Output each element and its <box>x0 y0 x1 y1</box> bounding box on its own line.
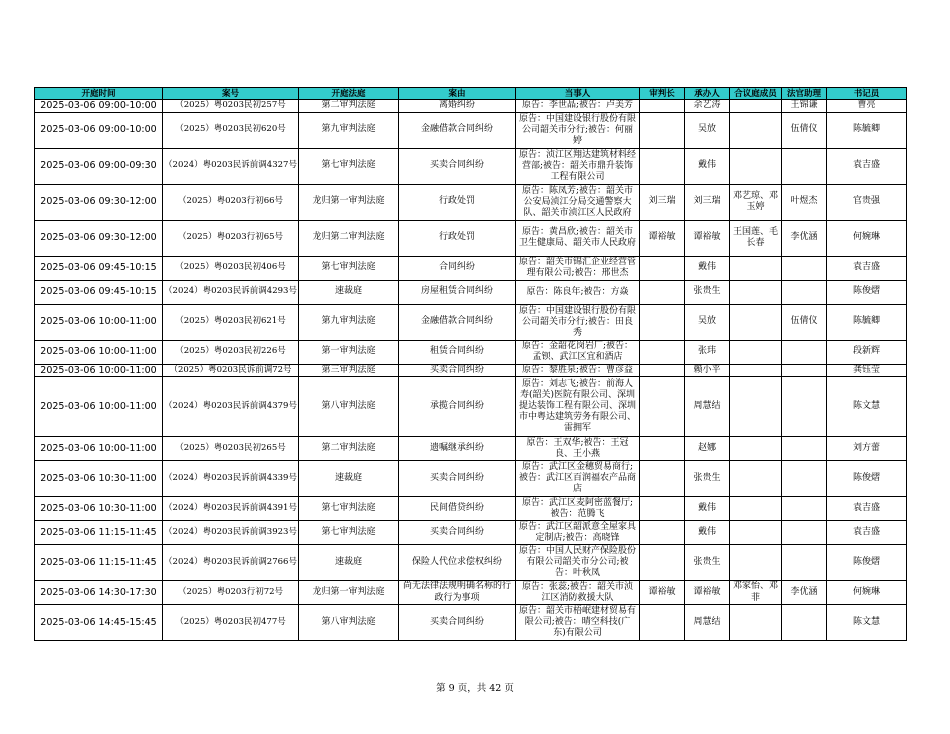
cell-parties: 原告：中国建设银行股份有限公司韶关市分行;被告：田良秀 <box>516 304 640 340</box>
cell-handler: 周慧结 <box>685 605 730 641</box>
cell-presiding-judge: 刘三瑞 <box>640 184 685 220</box>
cell-judge-assistant <box>782 256 827 280</box>
header-courtroom: 开庭法庭 <box>299 88 399 100</box>
cell-time: 2025-03-06 10:30-11:00 <box>35 461 163 497</box>
cell-cause: 合同纠纷 <box>399 256 516 280</box>
cell-courtroom: 速裁庭 <box>299 545 399 581</box>
cell-presiding-judge <box>640 280 685 304</box>
cell-handler: 戴伟 <box>685 521 730 545</box>
cell-panel-members <box>730 461 782 497</box>
cell-time: 2025-03-06 09:45-10:15 <box>35 280 163 304</box>
table-row <box>35 256 907 280</box>
table-row <box>35 605 907 641</box>
cell-courtroom: 第八审判法庭 <box>299 377 399 437</box>
cell-case-number: （2024）粤0203民诉前调4391号 <box>163 497 299 521</box>
cell-case-number: （2025）粤0203行初72号 <box>163 581 299 605</box>
cell-parties: 原告：韶关市梧岷建材贸易有限公司;被告：晴空科技(广东)有限公司 <box>516 605 640 641</box>
cell-judge-assistant: 王锦谦 <box>782 100 827 113</box>
cell-case-number: （2025）粤0203民初257号 <box>163 100 299 113</box>
cell-parties: 原告：武江区韶派意全屋家具定制店;被告：高晓锋 <box>516 521 640 545</box>
cell-panel-members <box>730 521 782 545</box>
cell-case-number: （2024）粤0203民诉前调3923号 <box>163 521 299 545</box>
cell-parties: 原告：浈江区翔达建筑材料经营部;被告：韶关市鼎升装饰工程有限公司 <box>516 148 640 184</box>
cell-parties: 原告：王双华;被告：王冠良、王小燕 <box>516 437 640 461</box>
cell-clerk: 袁吉盛 <box>827 521 907 545</box>
cell-cause: 遗嘱继承纠纷 <box>399 437 516 461</box>
cell-cause: 行政处罚 <box>399 184 516 220</box>
cell-parties: 原告：李世晶;被告：卢美芳 <box>516 100 640 113</box>
cell-courtroom: 第九审判法庭 <box>299 112 399 148</box>
cell-presiding-judge <box>640 437 685 461</box>
cell-panel-members <box>730 280 782 304</box>
cell-cause: 买卖合同纠纷 <box>399 521 516 545</box>
cell-clerk: 陈俊熠 <box>827 545 907 581</box>
cell-judge-assistant <box>782 605 827 641</box>
cell-judge-assistant <box>782 280 827 304</box>
cell-cause: 离婚纠纷 <box>399 100 516 113</box>
cell-clerk: 刘方蕾 <box>827 437 907 461</box>
cell-courtroom: 第二审判法庭 <box>299 100 399 113</box>
cell-presiding-judge <box>640 304 685 340</box>
cell-handler: 戴伟 <box>685 497 730 521</box>
cell-time: 2025-03-06 10:00-11:00 <box>35 340 163 364</box>
cell-case-number: （2025）粤0203民初620号 <box>163 112 299 148</box>
cell-panel-members <box>730 304 782 340</box>
cell-cause: 行政处罚 <box>399 220 516 256</box>
cell-case-number: （2025）粤0203民初226号 <box>163 340 299 364</box>
cell-presiding-judge <box>640 497 685 521</box>
header-row <box>35 88 907 100</box>
cell-courtroom: 第二审判法庭 <box>299 437 399 461</box>
cell-clerk: 何婉琳 <box>827 220 907 256</box>
cell-judge-assistant: 李优涵 <box>782 581 827 605</box>
cell-courtroom: 第七审判法庭 <box>299 521 399 545</box>
cell-presiding-judge <box>640 545 685 581</box>
cell-panel-members <box>730 437 782 461</box>
cell-handler: 戴伟 <box>685 148 730 184</box>
cell-parties: 原告：中国人民财产保险股份有限公司韶关市分公司;被告：叶秋凤 <box>516 545 640 581</box>
cell-clerk: 陈文慧 <box>827 605 907 641</box>
cell-judge-assistant <box>782 377 827 437</box>
cell-handler: 戴伟 <box>685 256 730 280</box>
cell-parties: 原告：武江区金穗贸易商行;被告：武江区百润福农产品商店 <box>516 461 640 497</box>
header-judge-assistant: 法官助理 <box>782 88 827 100</box>
cell-parties: 原告：黎胜泉;被告：曹彦益 <box>516 364 640 377</box>
cell-courtroom: 速裁庭 <box>299 280 399 304</box>
cell-presiding-judge <box>640 100 685 113</box>
cell-time: 2025-03-06 09:30-12:00 <box>35 184 163 220</box>
cell-courtroom: 第七审判法庭 <box>299 497 399 521</box>
cell-parties: 原告：陈凤芳;被告：韶关市公安局浈江分局交通警察大队、韶关市浈江区人民政府 <box>516 184 640 220</box>
cell-clerk: 陈文慧 <box>827 377 907 437</box>
table-row <box>35 364 907 377</box>
cell-clerk: 袁吉盛 <box>827 256 907 280</box>
header-clerk: 书记员 <box>827 88 907 100</box>
cell-clerk: 陈俊熠 <box>827 461 907 497</box>
cell-case-number: （2025）粤0203行初66号 <box>163 184 299 220</box>
cell-judge-assistant <box>782 364 827 377</box>
cell-handler: 谭裕敏 <box>685 581 730 605</box>
cell-time: 2025-03-06 09:45-10:15 <box>35 256 163 280</box>
cell-courtroom: 龙归第一审判法庭 <box>299 184 399 220</box>
cell-courtroom: 第九审判法庭 <box>299 304 399 340</box>
header-panel-members: 合议庭成员 <box>730 88 782 100</box>
cell-handler: 谭裕敏 <box>685 220 730 256</box>
cell-handler: 刘三瑞 <box>685 184 730 220</box>
cell-judge-assistant: 李优涵 <box>782 220 827 256</box>
cell-cause: 金融借款合同纠纷 <box>399 304 516 340</box>
table-row <box>35 304 907 340</box>
cell-panel-members <box>730 364 782 377</box>
cell-judge-assistant <box>782 148 827 184</box>
cell-cause: 买卖合同纠纷 <box>399 364 516 377</box>
cell-time: 2025-03-06 10:00-11:00 <box>35 377 163 437</box>
cell-handler: 张贵生 <box>685 280 730 304</box>
cell-courtroom: 速裁庭 <box>299 461 399 497</box>
cell-panel-members <box>730 377 782 437</box>
header-parties: 当事人 <box>516 88 640 100</box>
cell-parties: 原告：黄昌欣;被告：韶关市卫生健康局、韶关市人民政府 <box>516 220 640 256</box>
cell-time: 2025-03-06 09:30-12:00 <box>35 220 163 256</box>
cell-clerk: 袁吉盛 <box>827 497 907 521</box>
cell-time: 2025-03-06 09:00-10:00 <box>35 112 163 148</box>
cell-clerk: 袁吉盛 <box>827 148 907 184</box>
cell-presiding-judge <box>640 605 685 641</box>
cell-panel-members <box>730 497 782 521</box>
cell-judge-assistant <box>782 521 827 545</box>
table-row <box>35 100 907 113</box>
cell-parties: 原告：武江区麦阿密蓝餐厅;被告：范腾飞 <box>516 497 640 521</box>
cell-presiding-judge <box>640 461 685 497</box>
cell-parties: 原告：刘志飞;被告：前海人寿(韶关)医院有限公司、深圳提达装饰工程有限公司、深圳市中粤达建筑劳务有限公司、雷拥军 <box>516 377 640 437</box>
table-row <box>35 184 907 220</box>
cell-panel-members <box>730 148 782 184</box>
cell-case-number: （2025）粤0203民初265号 <box>163 437 299 461</box>
cell-case-number: （2025）粤0203民初477号 <box>163 605 299 641</box>
cell-clerk: 龚钰莹 <box>827 364 907 377</box>
cell-case-number: （2024）粤0203民诉前调4293号 <box>163 280 299 304</box>
cell-handler: 张贵生 <box>685 461 730 497</box>
cell-cause: 买卖合同纠纷 <box>399 605 516 641</box>
cell-presiding-judge: 谭裕敏 <box>640 581 685 605</box>
table-row <box>35 437 907 461</box>
cell-time: 2025-03-06 09:00-09:30 <box>35 148 163 184</box>
cell-judge-assistant: 伍倩仪 <box>782 112 827 148</box>
cell-cause: 买卖合同纠纷 <box>399 148 516 184</box>
cell-presiding-judge <box>640 340 685 364</box>
table-row <box>35 461 907 497</box>
table-row <box>35 545 907 581</box>
cell-presiding-judge: 谭裕敏 <box>640 220 685 256</box>
cell-courtroom: 第一审判法庭 <box>299 340 399 364</box>
cell-case-number: （2024）粤0203民诉前调4327号 <box>163 148 299 184</box>
cell-handler: 赖小平 <box>685 364 730 377</box>
header-cause: 案由 <box>399 88 516 100</box>
cell-case-number: （2024）粤0203民诉前调4339号 <box>163 461 299 497</box>
cell-panel-members <box>730 256 782 280</box>
cell-case-number: （2025）粤0203民初406号 <box>163 256 299 280</box>
cell-time: 2025-03-06 10:00-11:00 <box>35 304 163 340</box>
cell-presiding-judge <box>640 364 685 377</box>
cell-courtroom: 龙归第一审判法庭 <box>299 581 399 605</box>
cell-handler: 吴放 <box>685 112 730 148</box>
cell-panel-members: 邓艺琼、邓玉婷 <box>730 184 782 220</box>
table-row <box>35 497 907 521</box>
cell-clerk: 官贵强 <box>827 184 907 220</box>
cell-panel-members <box>730 112 782 148</box>
cell-presiding-judge <box>640 148 685 184</box>
table-row <box>35 112 907 148</box>
cell-time: 2025-03-06 10:30-11:00 <box>35 497 163 521</box>
cell-clerk: 曹亮 <box>827 100 907 113</box>
cell-handler: 赵娜 <box>685 437 730 461</box>
cell-parties: 原告：金韶花岗岩厂;被告：孟钡、武江区宜和酒店 <box>516 340 640 364</box>
cell-cause: 买卖合同纠纷 <box>399 461 516 497</box>
cell-panel-members <box>730 340 782 364</box>
cell-handler: 张贵生 <box>685 545 730 581</box>
cell-cause: 租赁合同纠纷 <box>399 340 516 364</box>
cell-time: 2025-03-06 09:00-10:00 <box>35 100 163 113</box>
cell-presiding-judge <box>640 521 685 545</box>
cell-time: 2025-03-06 10:00-11:00 <box>35 364 163 377</box>
table-row <box>35 148 907 184</box>
cell-handler: 余艺涛 <box>685 100 730 113</box>
cell-cause: 尚无法律法规明确名称的行政行为事项 <box>399 581 516 605</box>
table-row <box>35 521 907 545</box>
header-presiding-judge: 审判长 <box>640 88 685 100</box>
table-row <box>35 377 907 437</box>
cell-panel-members <box>730 100 782 113</box>
cell-courtroom: 第八审判法庭 <box>299 605 399 641</box>
cell-cause: 民间借贷纠纷 <box>399 497 516 521</box>
table-row <box>35 280 907 304</box>
header-case-number: 案号 <box>163 88 299 100</box>
cell-case-number: （2025）粤0203行初65号 <box>163 220 299 256</box>
cell-parties: 原告：韶关市锦汇企业经营管理有限公司;被告：邢世杰 <box>516 256 640 280</box>
cell-cause: 金融借款合同纠纷 <box>399 112 516 148</box>
header-handler: 承办人 <box>685 88 730 100</box>
cell-panel-members: 邓家怡、邓菲 <box>730 581 782 605</box>
cell-clerk: 何婉琳 <box>827 581 907 605</box>
cell-parties: 原告：陈良年;被告：方焱 <box>516 280 640 304</box>
cell-time: 2025-03-06 11:15-11:45 <box>35 545 163 581</box>
cell-judge-assistant: 伍倩仪 <box>782 304 827 340</box>
cell-time: 2025-03-06 10:00-11:00 <box>35 437 163 461</box>
cell-courtroom: 第七审判法庭 <box>299 148 399 184</box>
cell-clerk: 陈毓卿 <box>827 304 907 340</box>
cell-clerk: 段新辉 <box>827 340 907 364</box>
cell-time: 2025-03-06 14:45-15:45 <box>35 605 163 641</box>
cell-presiding-judge <box>640 256 685 280</box>
cell-time: 2025-03-06 14:30-17:30 <box>35 581 163 605</box>
cell-parties: 原告：张蕊;被告：韶关市浈江区消防救援大队 <box>516 581 640 605</box>
cell-case-number: （2025）粤0203民初621号 <box>163 304 299 340</box>
cell-judge-assistant <box>782 545 827 581</box>
cell-courtroom: 龙归第二审判法庭 <box>299 220 399 256</box>
cell-presiding-judge <box>640 377 685 437</box>
cell-judge-assistant <box>782 461 827 497</box>
cell-handler: 张玮 <box>685 340 730 364</box>
cell-cause: 承揽合同纠纷 <box>399 377 516 437</box>
cell-parties: 原告：中国建设银行股份有限公司韶关市分行;被告：何丽婷 <box>516 112 640 148</box>
cell-case-number: （2024）粤0203民诉前调4379号 <box>163 377 299 437</box>
page-footer: 第 9 页，共 42 页 <box>436 683 514 694</box>
table-row <box>35 581 907 605</box>
cell-clerk: 陈毓卿 <box>827 112 907 148</box>
cell-judge-assistant <box>782 340 827 364</box>
cell-presiding-judge <box>640 112 685 148</box>
cell-panel-members <box>730 605 782 641</box>
cell-courtroom: 第三审判法庭 <box>299 364 399 377</box>
cell-courtroom: 第七审判法庭 <box>299 256 399 280</box>
cell-case-number: （2024）粤0203民诉前调2766号 <box>163 545 299 581</box>
cell-clerk: 陈俊熠 <box>827 280 907 304</box>
cell-panel-members: 王国莲、毛长春 <box>730 220 782 256</box>
cell-cause: 保险人代位求偿权纠纷 <box>399 545 516 581</box>
cell-cause: 房屋租赁合同纠纷 <box>399 280 516 304</box>
hearing-schedule-table <box>34 87 907 641</box>
cell-handler: 周慧结 <box>685 377 730 437</box>
cell-handler: 吴放 <box>685 304 730 340</box>
header-time: 开庭时间 <box>35 88 163 100</box>
cell-judge-assistant <box>782 437 827 461</box>
cell-panel-members <box>730 545 782 581</box>
cell-judge-assistant <box>782 497 827 521</box>
table-row <box>35 340 907 364</box>
cell-case-number: （2025）粤0203民诉前调72号 <box>163 364 299 377</box>
cell-time: 2025-03-06 11:15-11:45 <box>35 521 163 545</box>
table-row <box>35 220 907 256</box>
cell-judge-assistant: 叶煜杰 <box>782 184 827 220</box>
